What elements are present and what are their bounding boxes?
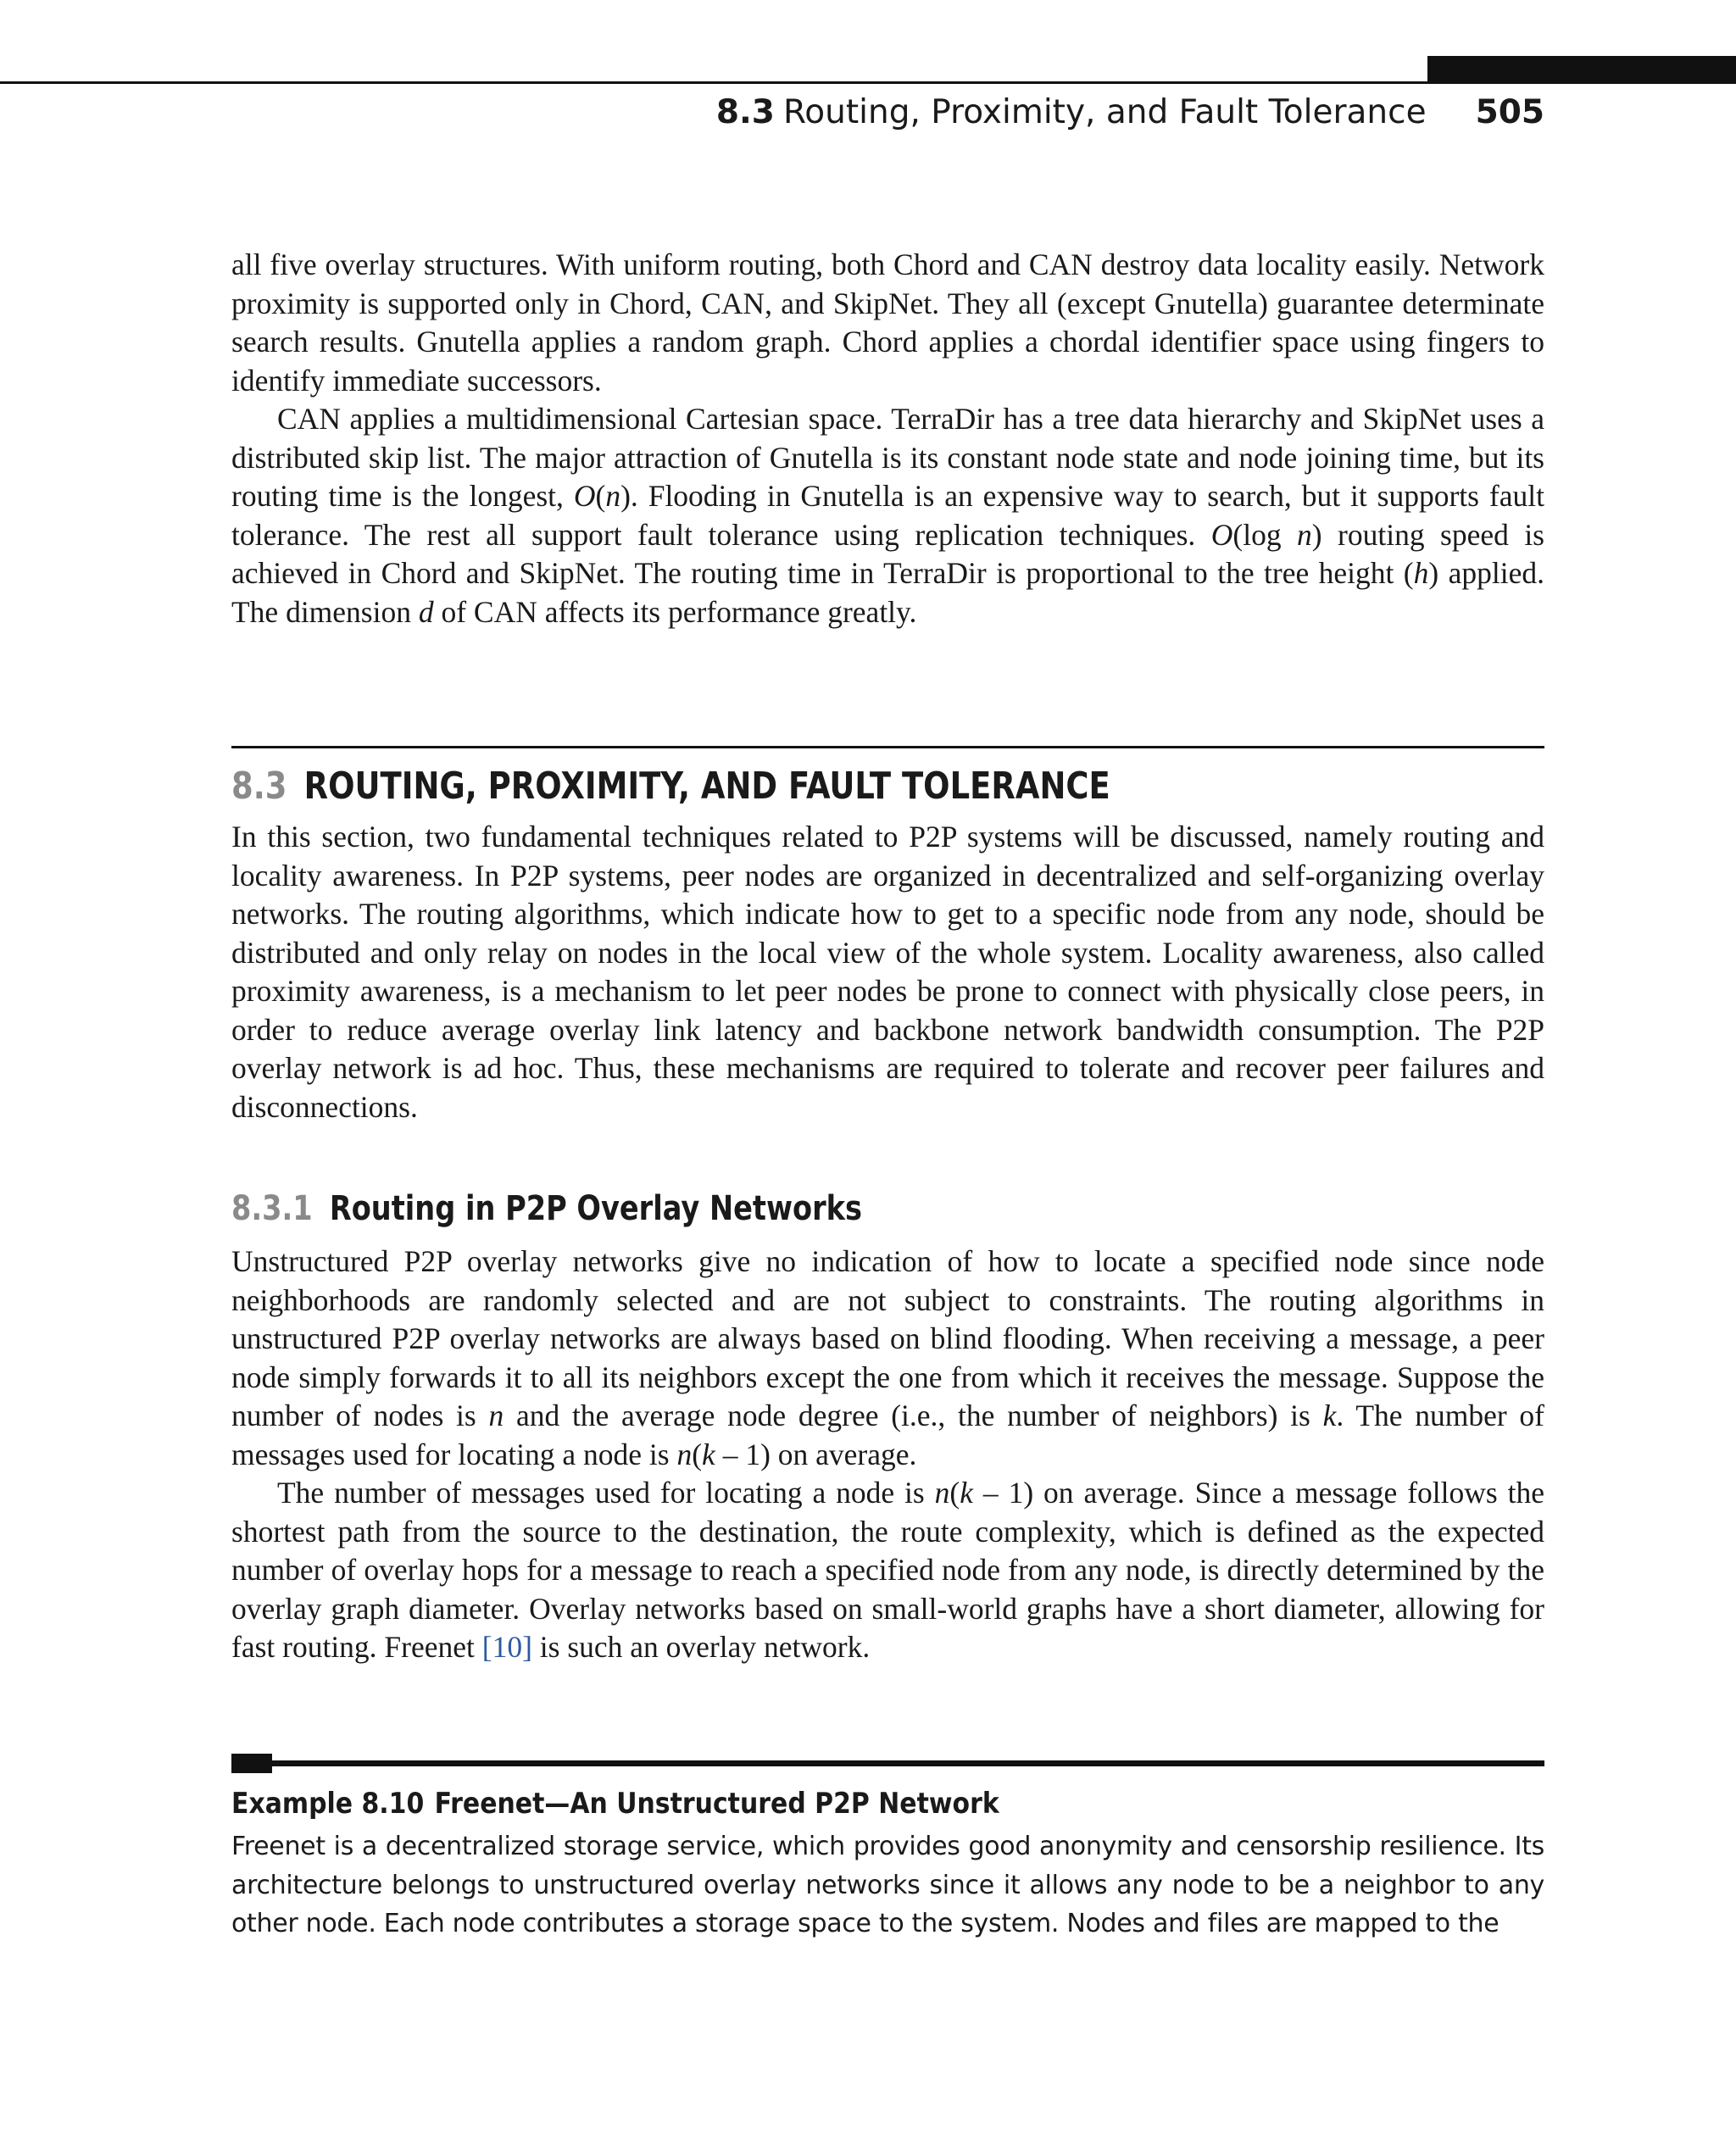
subsection-title: Routing in P2P Overlay Networks [329,1189,863,1228]
intro-paragraph-1: all five overlay structures. With uniform routing, both Chord and CAN destroy data locality easily. Network proximity is supported only in Chord, CAN, and SkipNet. They all (except Gnutella) guarantee determinate search results. Gnutella applies a random graph. Chord applies a chordal identifier space using fingers to identify immediate successors. [231,247,1544,398]
running-head-title: Routing, Proximity, and Fault Tolerance [782,93,1427,131]
citation-link[interactable]: [10] [481,1630,532,1664]
section-paragraph-1: In this section, two fundamental techniques related to P2P systems will be discussed, namely routing and locality awareness. In P2P systems, peer nodes are organized in decentralized and self-organizing overlay networks. The routing algorithms, which indicate how to get to a specific node from any node, should be distributed and only relay on nodes in the local view of the whole system. Locality awareness, also called proximity awareness, is a mechanism to let peer nodes be prone to connect with physically close peers, in order to reduce average overlay link latency and backbone network bandwidth consumption. The P2P overlay network is ad hoc. Thus, these mechanisms are required to tolerate and recover peer failures and disconnections. [231,820,1544,1124]
example-title: Freenet—An Unstructured P2P Network [434,1787,999,1821]
page-number: 505 [1475,93,1544,131]
subsection-text [231,1243,1544,1667]
running-head-section-number: 8.3 [715,93,775,131]
section-heading [231,765,1334,808]
section-text [231,818,1544,1126]
example-rule [231,1760,1544,1766]
example-heading [231,1787,999,1821]
example-paragraph: Freenet is a decentralized storage service, which provides good anonymity and censorship resilience. Its architecture belongs to unstructured overlay networks since it allows any node to be a neighbor to any other node. Each node contributes a storage space to the system. Nodes and files are mapped to the [231,1832,1544,1938]
intro-text [231,246,1544,631]
example-marker [231,1754,272,1773]
subsection-paragraph-2: The number of messages used for locating a node is n(k – 1) on average. Since a message follows the shortest path from the source to the destination, the route complexity, which is defined as the expected number of overlay hops for a message to reach a specified node from any node, is directly determined by the overlay graph diameter. Overlay networks based on small-world graphs have a short diameter, allowing for fast routing. Freenet [10] is such an overlay network. [231,1476,1544,1664]
example-text [231,1827,1544,1944]
header-tab-bar [1427,56,1736,84]
section-title: ROUTING, PROXIMITY, AND FAULT TOLERANCE [303,765,1110,808]
intro-paragraph-2: CAN applies a multidimensional Cartesian space. TerraDir has a tree data hierarchy and SkipNet uses a distributed skip list. The major attraction of Gnutella is its constant node state and node joining time, but its routing time is the longest, O(n). Flooding in Gnutella is an expensive way to search, but it supports fault tolerance. The rest all support fault tolerance using replication techniques. O(log n) routing speed is achieved in Chord and SkipNet. The routing time in TerraDir is proportional to the tree height (h) applied. The dimension d of CAN affects its performance greatly. [231,402,1545,629]
running-head [0,93,1544,131]
section-rule [231,746,1544,748]
subsection-number: 8.3.1 [231,1189,313,1228]
subsection-heading [231,1189,1334,1228]
example-label: Example 8.10 [231,1787,425,1821]
subsection-paragraph-1: Unstructured P2P overlay networks give no indication of how to locate a specified node since node neighborhoods are randomly selected and are not subject to constraints. The routing algorithms in unstructured P2P overlay networks are always based on blind flooding. When receiving a message, a peer node simply forwards it to all its neighbors except the one from which it receives the message. Suppose the number of nodes is n and the average node degree (i.e., the number of neighbors) is k. The number of messages used for locating a node is n(k – 1) on average. [231,1244,1545,1471]
section-number: 8.3 [231,765,287,808]
